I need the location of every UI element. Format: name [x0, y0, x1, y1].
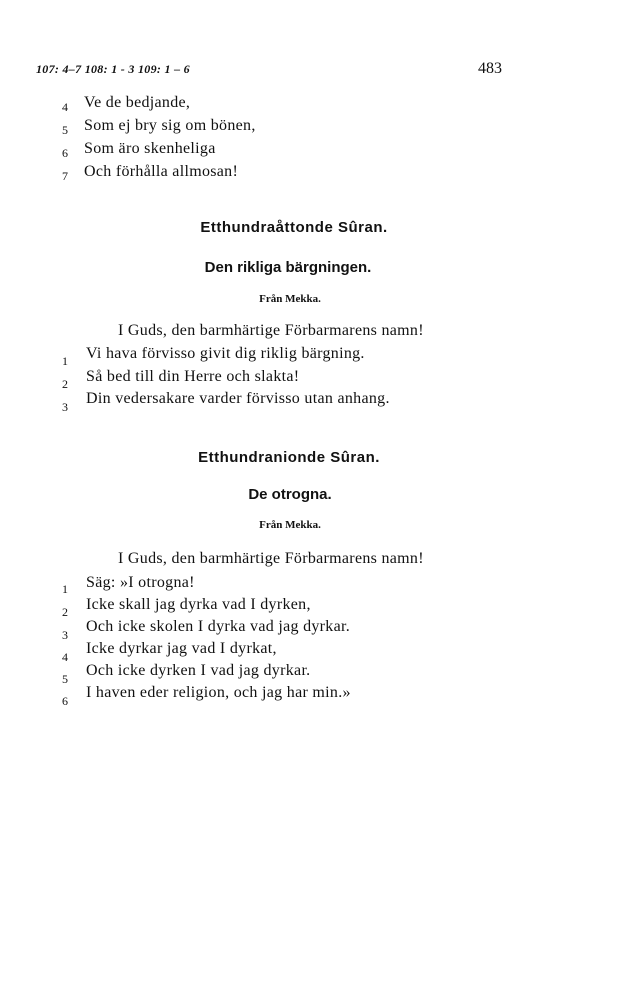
verse-text: Så bed till din Herre och slakta!	[86, 368, 300, 385]
verse-number: 3	[62, 628, 68, 642]
sura-subtitle: Den rikliga bärgningen.	[204, 259, 372, 276]
invocation: I Guds, den barmhärtige Förbarmarens namn!	[118, 322, 424, 339]
verse-text: Icke skall jag dyrka vad I dyrken,	[86, 596, 311, 613]
verse-text: Ve de bedjande,	[84, 94, 191, 111]
verse-number: 5	[62, 672, 68, 686]
verse-number: 1	[62, 354, 68, 368]
verse-text: Och icke skolen I dyrka vad jag dyrkar.	[86, 618, 351, 635]
verse-text: Vi hava förvisso givit dig riklig bärgning.	[86, 345, 365, 362]
verse-text: Som äro skenheliga	[84, 140, 216, 157]
verse-text: Icke dyrkar jag vad I dyrkat,	[86, 640, 277, 657]
verse-number: 2	[62, 377, 68, 391]
verse-number: 6	[62, 146, 68, 160]
verse-number: 7	[62, 169, 68, 183]
verse-number: 4	[62, 650, 68, 664]
verse-text: Säg: »I otrogna!	[86, 574, 195, 591]
sura-title: Etthundraåttonde Sûran.	[200, 219, 388, 236]
verse-number: 2	[62, 605, 68, 619]
sura-title: Etthundranionde Sûran.	[198, 449, 380, 466]
verse-number: 4	[62, 100, 68, 114]
verse-text: Och förhålla allmosan!	[84, 163, 239, 180]
verse-text: Och icke dyrken I vad jag dyrkar.	[86, 662, 311, 679]
verse-text: Din vedersakare varder förvisso utan anhang.	[86, 390, 390, 407]
verse-number: 1	[62, 582, 68, 596]
verse-text: Som ej bry sig om bönen,	[84, 117, 256, 134]
chapter-verse-reference: 107: 4–7 108: 1 - 3 109: 1 – 6	[36, 62, 190, 76]
verse-text: I haven eder religion, och jag har min.»	[86, 684, 351, 701]
page-number: 483	[478, 60, 502, 77]
sura-origin: Från Mekka.	[259, 519, 321, 531]
sura-origin: Från Mekka.	[259, 293, 321, 305]
verse-number: 5	[62, 123, 68, 137]
invocation: I Guds, den barmhärtige Förbarmarens namn!	[118, 550, 424, 567]
verse-number: 6	[62, 694, 68, 708]
sura-subtitle: De otrogna.	[248, 486, 332, 503]
verse-number: 3	[62, 400, 68, 414]
